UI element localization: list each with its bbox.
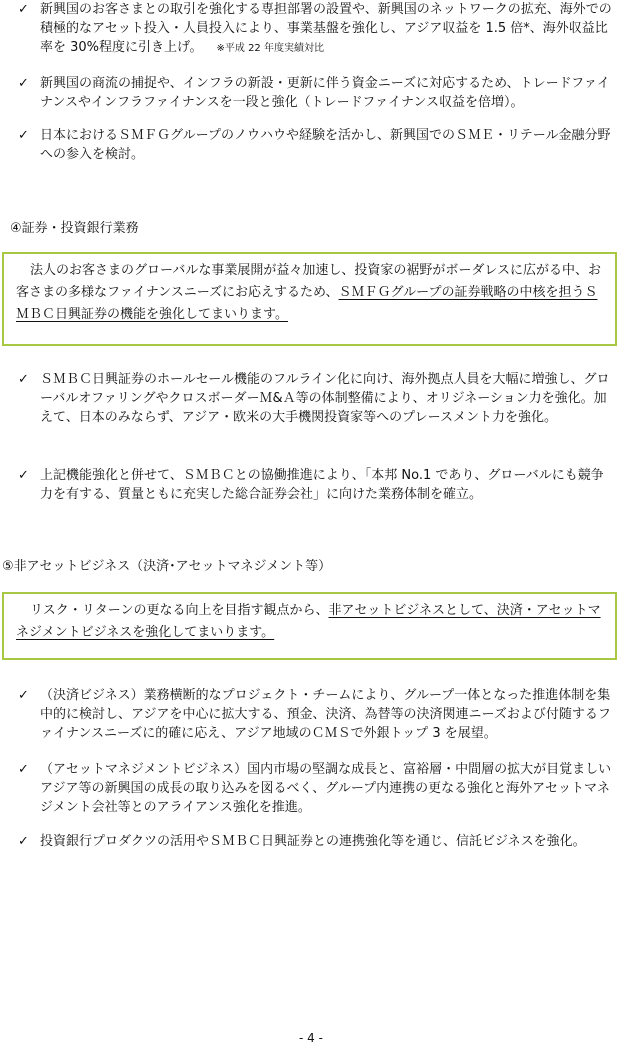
bullet-item xyxy=(18,832,618,851)
check-icon: ✓ xyxy=(18,2,29,17)
bullet-item xyxy=(18,686,618,743)
section-heading: ⑤非アセットビジネス（決済･アセットマネジメント等） xyxy=(2,559,332,574)
bullet-item xyxy=(18,370,618,427)
check-icon: ✓ xyxy=(18,372,29,387)
section-heading: ④証券・投資銀行業務 xyxy=(10,221,139,236)
check-icon: ✓ xyxy=(18,128,29,143)
bullet-text: （決済ビジネス）業務横断的なプロジェクト・チームにより、グループ一体となった推進体制を集中的に検討し、アジアを中心に拡大する、預金、決済、為替等の決済関連ニーズおよび付随するファイナンスニーズに的確に応え、アジア地域のＣＭＳで外銀トップ 3 を展望。 xyxy=(40,688,611,741)
bullet-text: 投資銀行プロダクツの活用やＳＭＢＣ日興証券との連携強化等を通じ、信託ビジネスを強化。 xyxy=(40,834,586,849)
bullet-item xyxy=(18,126,618,164)
summary-box xyxy=(2,252,617,346)
summary-box xyxy=(2,592,617,660)
footnote: ※平成 22 年度実績対比 xyxy=(216,43,324,54)
bullet-item xyxy=(18,760,618,817)
box-underlined-text: 非アセットビジネスとして、決済・アセットマネジメントビジネスを強化してまいります。 xyxy=(16,603,601,640)
box-text: リスク・リターンの更なる向上を目指す観点から、 xyxy=(30,603,329,618)
box-underlined-text: ＳＭＦＧグループの証券戦略の中核を担うＳＭＢＣ日興証券の機能を強化してまいります。 xyxy=(16,285,598,322)
bullet-text: 新興国の商流の捕捉や、インフラの新設・更新に伴う資金ニーズに対応するため、トレードファイナンスやインフラファイナンスを一段と強化（トレードファイナンス収益を倍増）。 xyxy=(40,76,610,110)
bullet-item xyxy=(18,0,618,58)
bullet-item xyxy=(18,466,618,504)
bullet-item xyxy=(18,74,618,112)
bullet-text: ＳＭＢＣ日興証券のホールセール機能のフルライン化に向け、海外拠点人員を大幅に増強し、グローバルオファリングやクロスボーダーＭ&Ａ等の体制整備により、オリジネーション力を強化。加えて、日本のみならず、アジア・欧米の大手機関投資家等へのプレースメント力を強化。 xyxy=(40,372,610,425)
check-icon: ✓ xyxy=(18,468,29,483)
check-icon: ✓ xyxy=(18,76,29,91)
bullet-text: 上記機能強化と併せて、ＳＭＢＣとの協働推進により、「本邦 No.1 であり、グローバルにも競争力を有する、質量ともに充実した総合証券会社」に向けた業務体制を確立。 xyxy=(40,468,604,502)
check-icon: ✓ xyxy=(18,762,29,777)
bullet-text: （アセットマネジメントビジネス）国内市場の堅調な成長と、富裕層・中間層の拡大が目覚ましいアジア等の新興国の成長の取り込みを図るべく、グループ内連携の更なる強化と海外アセットマネジメント会社等とのアライアンス強化を推進。 xyxy=(40,762,612,815)
check-icon: ✓ xyxy=(18,688,29,703)
check-icon: ✓ xyxy=(18,834,29,849)
bullet-text: 新興国のお客さまとの取引を強化する専担部署の設置や、新興国のネットワークの拡充、海外での積極的なアセット投入・人員投入により、事業基盤を強化し、アジア収益を 1.5 倍*、海外収益比率を 30%程度に引き上げ。 ※平成 22 年度実績対比 xyxy=(40,2,612,55)
bullet-text: 日本におけるＳＭＦＧグループのノウハウや経験を活かし、新興国でのＳＭＥ・リテール金融分野への参入を検討。 xyxy=(40,128,611,162)
box-text: 法人のお客さまのグローバルな事業展開が益々加速し、投資家の裾野がボーダレスに広がる中、お客さまの多様なファイナンスニーズにお応えするため、 xyxy=(16,263,601,300)
page-number: - 4 - xyxy=(299,1031,323,1045)
